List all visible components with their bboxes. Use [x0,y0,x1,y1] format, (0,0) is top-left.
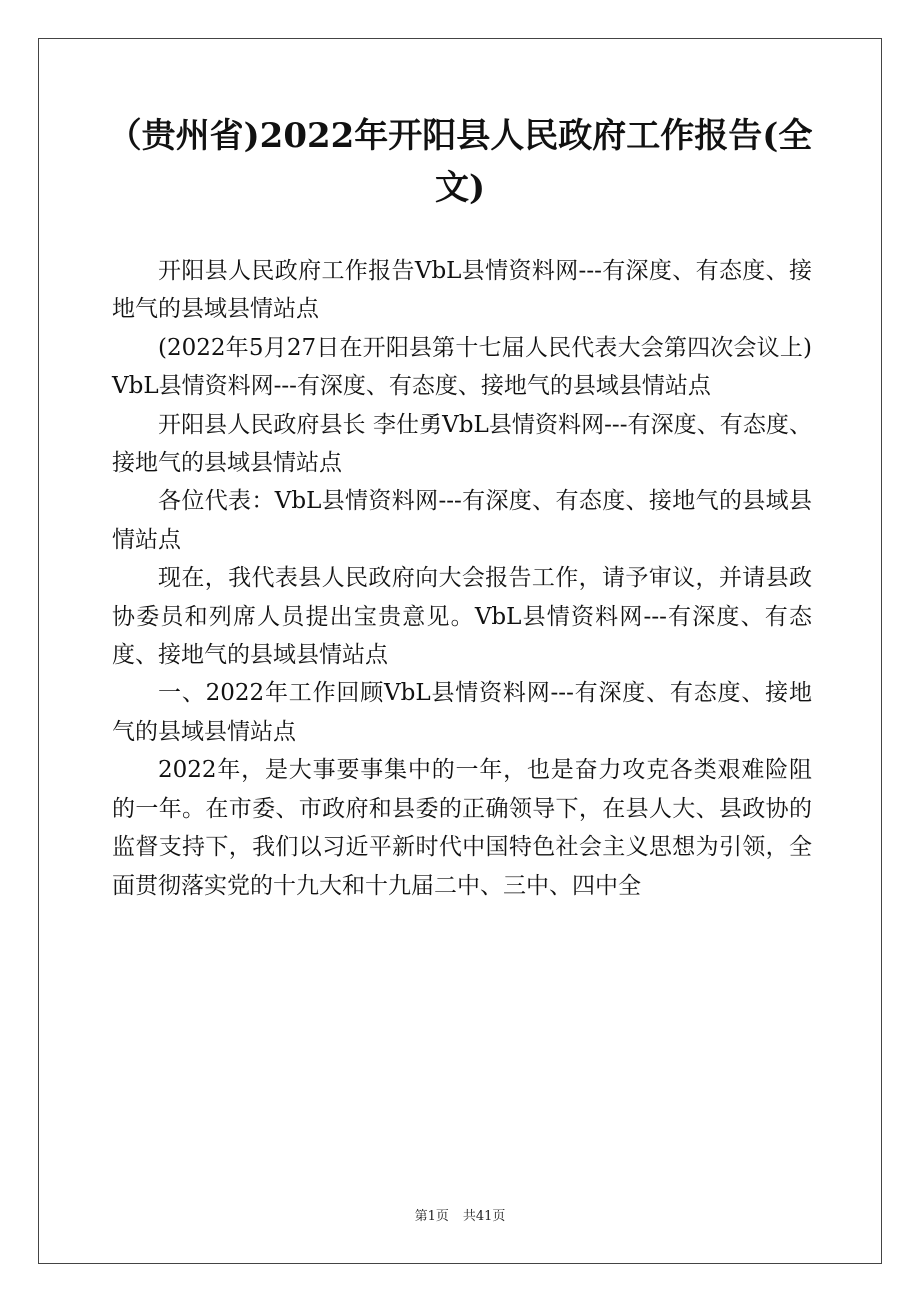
page-footer [0,1208,920,1226]
paragraph: 现在，我代表县人民政府向大会报告工作，请予审议，并请县政协委员和列席人员提出宝贵意见。VbL县情资料网---有深度、有态度、接地气的县域县情站点 [112,565,812,669]
paragraph: 各位代表：VbL县情资料网---有深度、有态度、接地气的县域县情站点 [112,488,812,553]
page-number: 第1页 [414,1209,449,1224]
paragraph: (2022年5月27日在开阳县第十七届人民代表大会第四次会议上)VbL县情资料网---有深度、有态度、接地气的县域县情站点 [112,334,812,400]
paragraph: 开阳县人民政府工作报告VbL县情资料网---有深度、有态度、接地气的县域县情站点 [112,258,812,323]
document-body [112,252,812,905]
paragraph: 开阳县人民政府县长 李仕勇VbL县情资料网---有深度、有态度、接地气的县域县情站点 [112,411,812,477]
paragraph: 2022年，是大事要事集中的一年，也是奋力攻克各类艰难险阻的一年。在市委、市政府和县委的正确领导下，在县人大、县政协的监督支持下，我们以习近平新时代中国特色社会主义思想为引领，全面贯彻落实党的十九大和十九届二中、三中、四中全 [112,757,812,899]
paragraph: 一、2022年工作回顾VbL县情资料网---有深度、有态度、接地气的县域县情站点 [112,680,812,745]
page-total: 共41页 [462,1209,506,1224]
document-title: （贵州省)2022年开阳县人民政府工作报告(全文) [107,116,813,208]
